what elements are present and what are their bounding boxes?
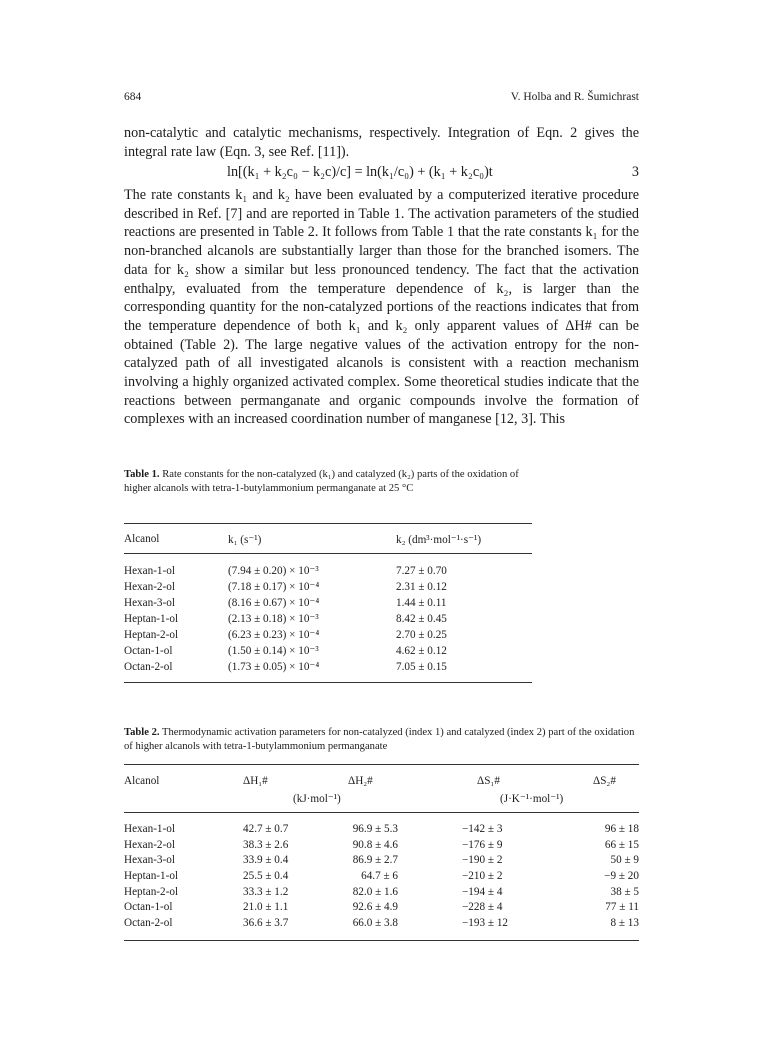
equation-number: 3 — [631, 164, 639, 180]
table-cell: −193 ± 12 — [462, 917, 509, 930]
table-cell: 66.0 ± 3.8 — [352, 917, 398, 930]
table2-top-rule — [124, 764, 639, 765]
table-cell: 64.7 ± 6 — [361, 870, 398, 883]
table-cell: 96 ± 18 — [604, 823, 639, 835]
table-cell: (2.13 ± 0.18) × 10⁻³ — [228, 613, 319, 625]
table2-header-ds1: ΔS₁# — [477, 775, 500, 787]
table-cell: 7.05 ± 0.15 — [396, 661, 447, 673]
equation-3 — [124, 162, 639, 182]
table1-label: Table 1. — [124, 469, 160, 480]
table-cell: 1.44 ± 0.11 — [396, 597, 447, 609]
table2-caption — [124, 726, 639, 754]
table1-caption — [124, 468, 534, 496]
table-cell: Hexan-1-ol — [124, 565, 175, 577]
table2-col-dh1 — [243, 822, 288, 932]
table2-header-ds2: ΔS₂# — [593, 775, 616, 787]
table1-col-k2 — [396, 563, 447, 675]
running-head-authors: V. Holba and R. Šumichrast — [510, 91, 639, 103]
table-cell: Octan-1-ol — [124, 901, 173, 914]
table2-col-ds2 — [570, 822, 639, 932]
table-cell: Heptan-1-ol — [124, 613, 179, 625]
table-cell: −194 ± 4 — [462, 885, 503, 898]
table-cell: 33.9 ± 0.4 — [243, 854, 289, 867]
table1-top-rule — [124, 523, 532, 524]
table-cell: 8.42 ± 0.45 — [396, 613, 447, 625]
table2-caption-text: Thermodynamic activation parameters for non-catalyzed (index 1) and catalyzed (index 2) part of the oxidation of higher alcanols with tetra-1-butylammonium permanganate — [124, 727, 635, 752]
table1-header-alcanol: Alcanol — [124, 533, 160, 545]
table2-units-enthalpy: (kJ·mol⁻¹) — [293, 793, 341, 805]
table-cell: 36.6 ± 3.7 — [243, 917, 289, 930]
table-cell: Hexan-2-ol — [124, 581, 175, 593]
table-cell: 33.3 ± 1.2 — [243, 885, 289, 898]
table-cell: 2.31 ± 0.12 — [396, 581, 447, 593]
table2-header-alcanol: Alcanol — [124, 775, 160, 787]
table2-col-dh2 — [330, 822, 398, 932]
table1-header-k1: k₁ (s⁻¹) — [228, 534, 262, 546]
equation-text: ln[(k₁ + k₂c₀ − k₂c)/c] = ln(k₁/c₀) + (k₁ + k₂c₀)t — [227, 164, 493, 180]
table-cell: 38.3 ± 2.6 — [243, 838, 289, 851]
table2-col-ds1 — [462, 822, 508, 932]
table-cell: Octan-1-ol — [124, 645, 173, 657]
table2-header-dh2: ΔH₂# — [348, 775, 373, 787]
table-cell: −210 ± 2 — [462, 870, 503, 883]
table1-col-k1 — [228, 563, 319, 675]
table-cell: Hexan-3-ol — [124, 597, 175, 609]
table1-col-alcanol — [124, 563, 178, 675]
table-cell: Hexan-3-ol — [124, 854, 175, 867]
table1-header-k2: k₂ (dm³·mol⁻¹·s⁻¹) — [396, 534, 482, 546]
table1-bottom-rule — [124, 682, 532, 683]
table-cell: 92.6 ± 4.9 — [352, 901, 398, 914]
table1-caption-text: Rate constants for the non-catalyzed (k₁) and catalyzed (k₂) parts of the oxidation of higher alcanols with tetra-1-butylammonium permanganate at 25 °C — [124, 469, 519, 494]
table2-header-dh1: ΔH₁# — [243, 775, 268, 787]
page-header — [124, 91, 639, 107]
table-cell: −190 ± 2 — [462, 854, 503, 867]
table-cell: Octan-2-ol — [124, 917, 173, 930]
table-cell: Heptan-1-ol — [124, 870, 179, 883]
table-cell: 8 ± 13 — [610, 917, 639, 930]
table-cell: 77 ± 11 — [605, 901, 639, 914]
table1-header-rule — [124, 553, 532, 554]
table-cell: Heptan-2-ol — [124, 629, 179, 641]
table2-label: Table 2. — [124, 727, 160, 738]
table-cell: 90.8 ± 4.6 — [352, 838, 398, 851]
table-cell: 4.62 ± 0.12 — [396, 645, 447, 657]
paragraph-rate-constants: The rate constants k₁ and k₂ have been evaluated by a computerized iterative procedure described in Ref. [7] and are reported in Table 1. The activation parameters of the studied reactions are presented in Table 2. It follows from Table 1 that the rate constants k₁ for the non-branched alcanols are substantially larger than those for the branched isomers. The data for k₂ show a similar but less pronounced tendency. The fact that the activation enthalpy, evaluated from the temperature dependence of k₂, is larger than the corresponding quantity for the non-catalyzed portions of the reactions indicates that from the temperature dependence of both k₁ and k₂ only apparent values of ΔH# can be obtained (Table 2). The large negative values of the activation entropy for the non-catalyzed path of all investigated alcanols is consistent with a reaction mechanism involving a highly organized activated complex. Some theoretical studies indicate that the reactions between permanganate and organic compounds involve the formation of complexes with an increased coordination number of manganese [12, 3]. This — [124, 187, 639, 428]
table-cell: −9 ± 20 — [604, 870, 639, 883]
table-cell: 7.27 ± 0.70 — [396, 565, 447, 577]
table-cell: −176 ± 9 — [462, 838, 503, 851]
page-number: 684 — [124, 91, 142, 103]
table-cell: 2.70 ± 0.25 — [396, 629, 447, 641]
table-cell: 50 ± 9 — [610, 854, 639, 867]
table-cell: Hexan-1-ol — [124, 823, 175, 835]
table-cell: 96.9 ± 5.3 — [352, 823, 398, 835]
table-cell: Octan-2-ol — [124, 661, 173, 673]
table-cell: (6.23 ± 0.23) × 10⁻⁴ — [228, 629, 320, 641]
table-cell: 82.0 ± 1.6 — [352, 885, 398, 898]
table-cell: 25.5 ± 0.4 — [243, 870, 289, 883]
table2-units-entropy: (J·K⁻¹·mol⁻¹) — [500, 793, 564, 805]
table-cell: 42.7 ± 0.7 — [243, 823, 289, 835]
table-cell: (1.50 ± 0.14) × 10⁻³ — [228, 645, 319, 657]
table-cell: Hexan-2-ol — [124, 838, 175, 851]
paragraph-continuation: non-catalytic and catalytic mechanisms, respectively. Integration of Eqn. 2 gives the integral rate law (Eqn. 3, see Ref. [11]). — [124, 125, 639, 160]
table2-header-rule — [124, 812, 639, 813]
table-cell: −142 ± 3 — [462, 823, 503, 835]
table-cell: (7.94 ± 0.20) × 10⁻³ — [228, 565, 319, 577]
table-cell: 66 ± 15 — [604, 838, 639, 851]
table-cell: (8.16 ± 0.67) × 10⁻⁴ — [228, 597, 320, 609]
table2-col-alcanol — [124, 822, 178, 932]
table-cell: 21.0 ± 1.1 — [243, 901, 289, 914]
table-cell: 86.9 ± 2.7 — [352, 854, 398, 867]
table-cell: 38 ± 5 — [610, 885, 639, 898]
table-cell: (7.18 ± 0.17) × 10⁻⁴ — [228, 581, 320, 593]
table-cell: −228 ± 4 — [462, 901, 503, 914]
table-cell: (1.73 ± 0.05) × 10⁻⁴ — [228, 661, 320, 673]
table2-bottom-rule — [124, 940, 639, 941]
table-cell: Heptan-2-ol — [124, 885, 179, 898]
